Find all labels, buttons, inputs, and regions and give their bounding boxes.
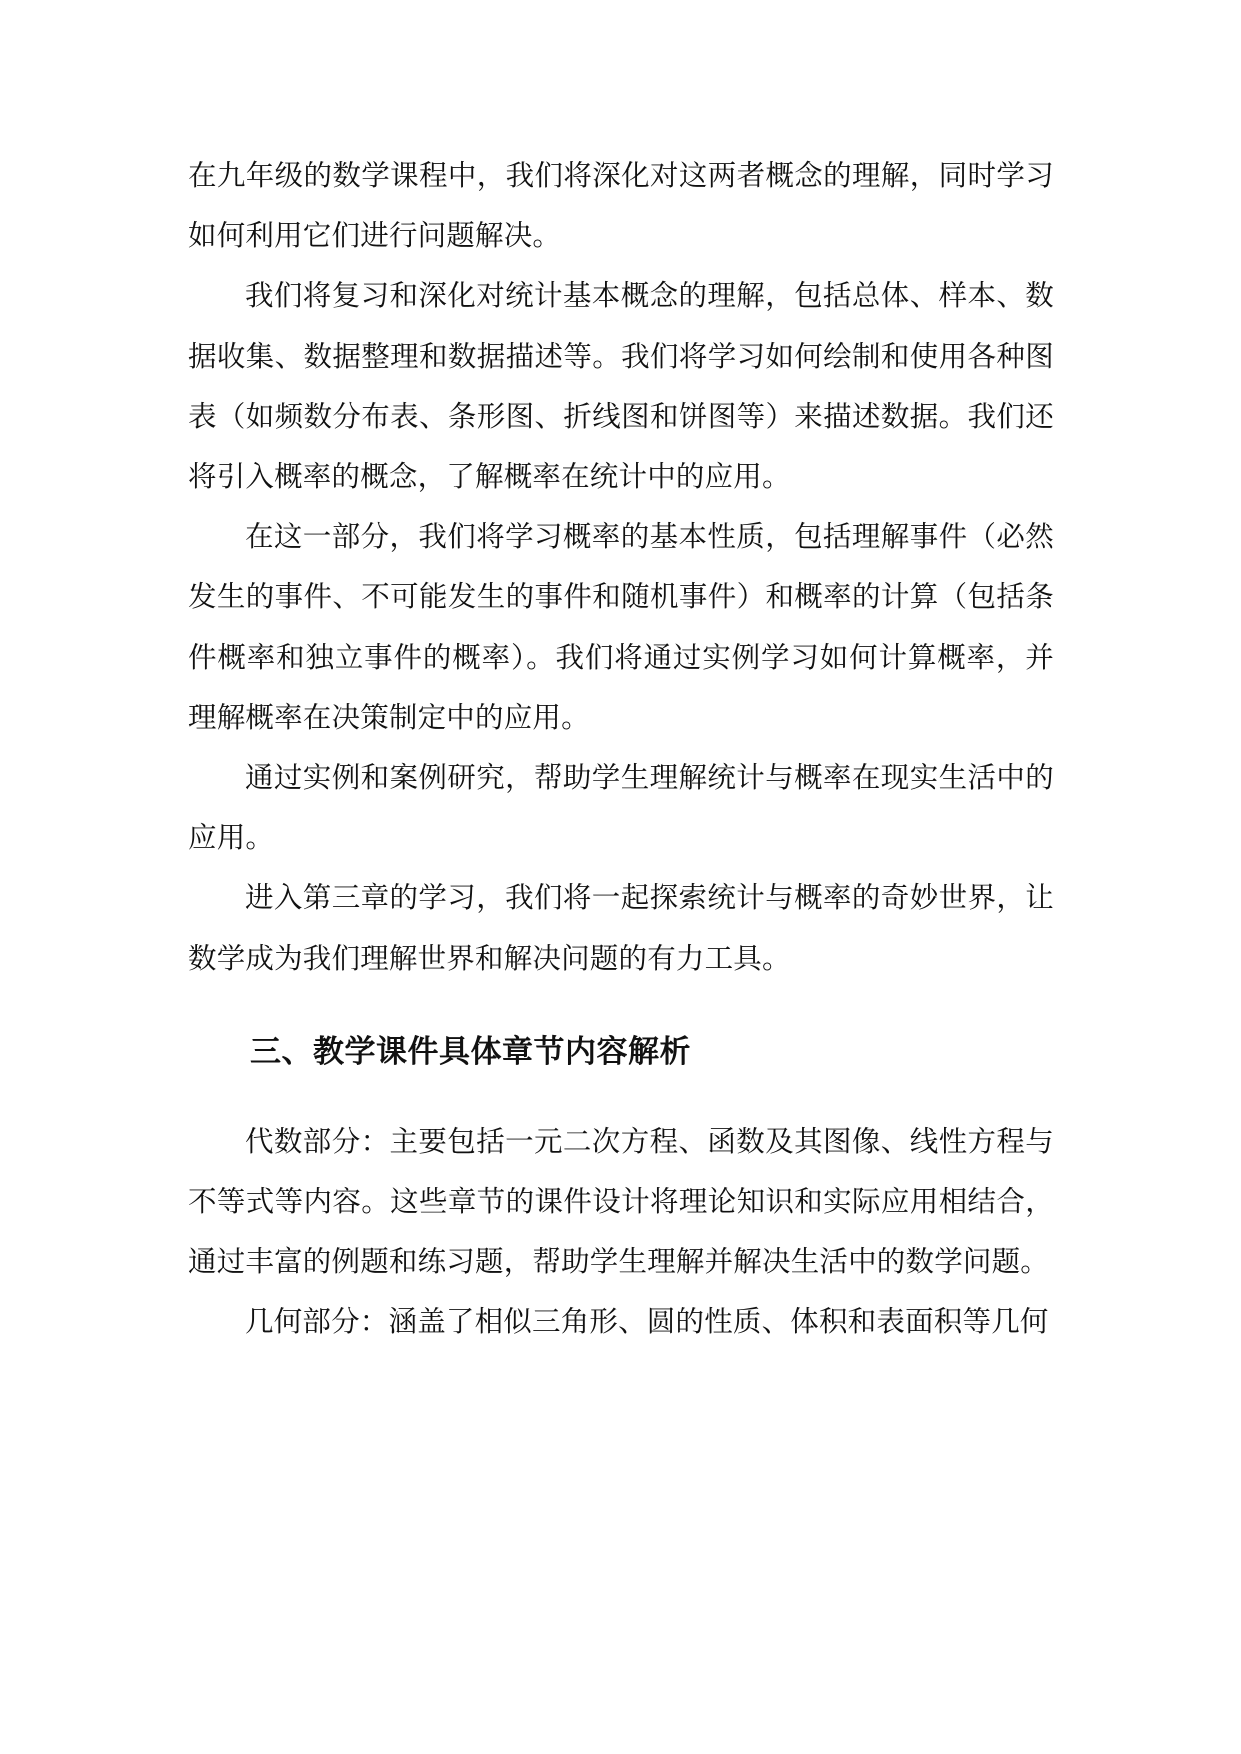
paragraph-geometry: 几何部分：涵盖了相似三角形、圆的性质、体积和表面积等几何 <box>245 1305 1049 1339</box>
section-heading: 三、教学课件具体章节内容解析 <box>250 1033 691 1070</box>
paragraph-statistics-concepts: 我们将复习和深化对统计基本概念的理解，包括总体、样本、数据收集、数据整理和数据描述等。我们将学习如何绘制和使用各种图表（如频数分布表、条形图、折线图和饼图等）来描述数据。我们还将引入概率的概念，了解概率在统计中的应用。 <box>188 279 1054 494</box>
paragraph-case-studies: 通过实例和案例研究，帮助学生理解统计与概率在现实生活中的应用。 <box>188 761 1054 855</box>
paragraph-chapter-three: 进入第三章的学习，我们将一起探索统计与概率的奇妙世界，让数学成为我们理解世界和解决问题的有力工具。 <box>188 881 1054 975</box>
paragraph-probability-properties: 在这一部分，我们将学习概率的基本性质，包括理解事件（必然发生的事件、不可能发生的事件和随机事件）和概率的计算（包括条件概率和独立事件的概率）。我们将通过实例学习如何计算概率，并理解概率在决策制定中的应用。 <box>188 520 1054 734</box>
paragraph-algebra: 代数部分：主要包括一元二次方程、函数及其图像、线性方程与不等式等内容。这些章节的课件设计将理论知识和实际应用相结合，通过丰富的例题和练习题，帮助学生理解并解决生活中的数学问题。 <box>188 1124 1054 1279</box>
paragraph-intro: 在九年级的数学课程中，我们将深化对这两者概念的理解，同时学习如何利用它们进行问题解决。 <box>188 159 1054 253</box>
document-page <box>188 146 1054 1353</box>
